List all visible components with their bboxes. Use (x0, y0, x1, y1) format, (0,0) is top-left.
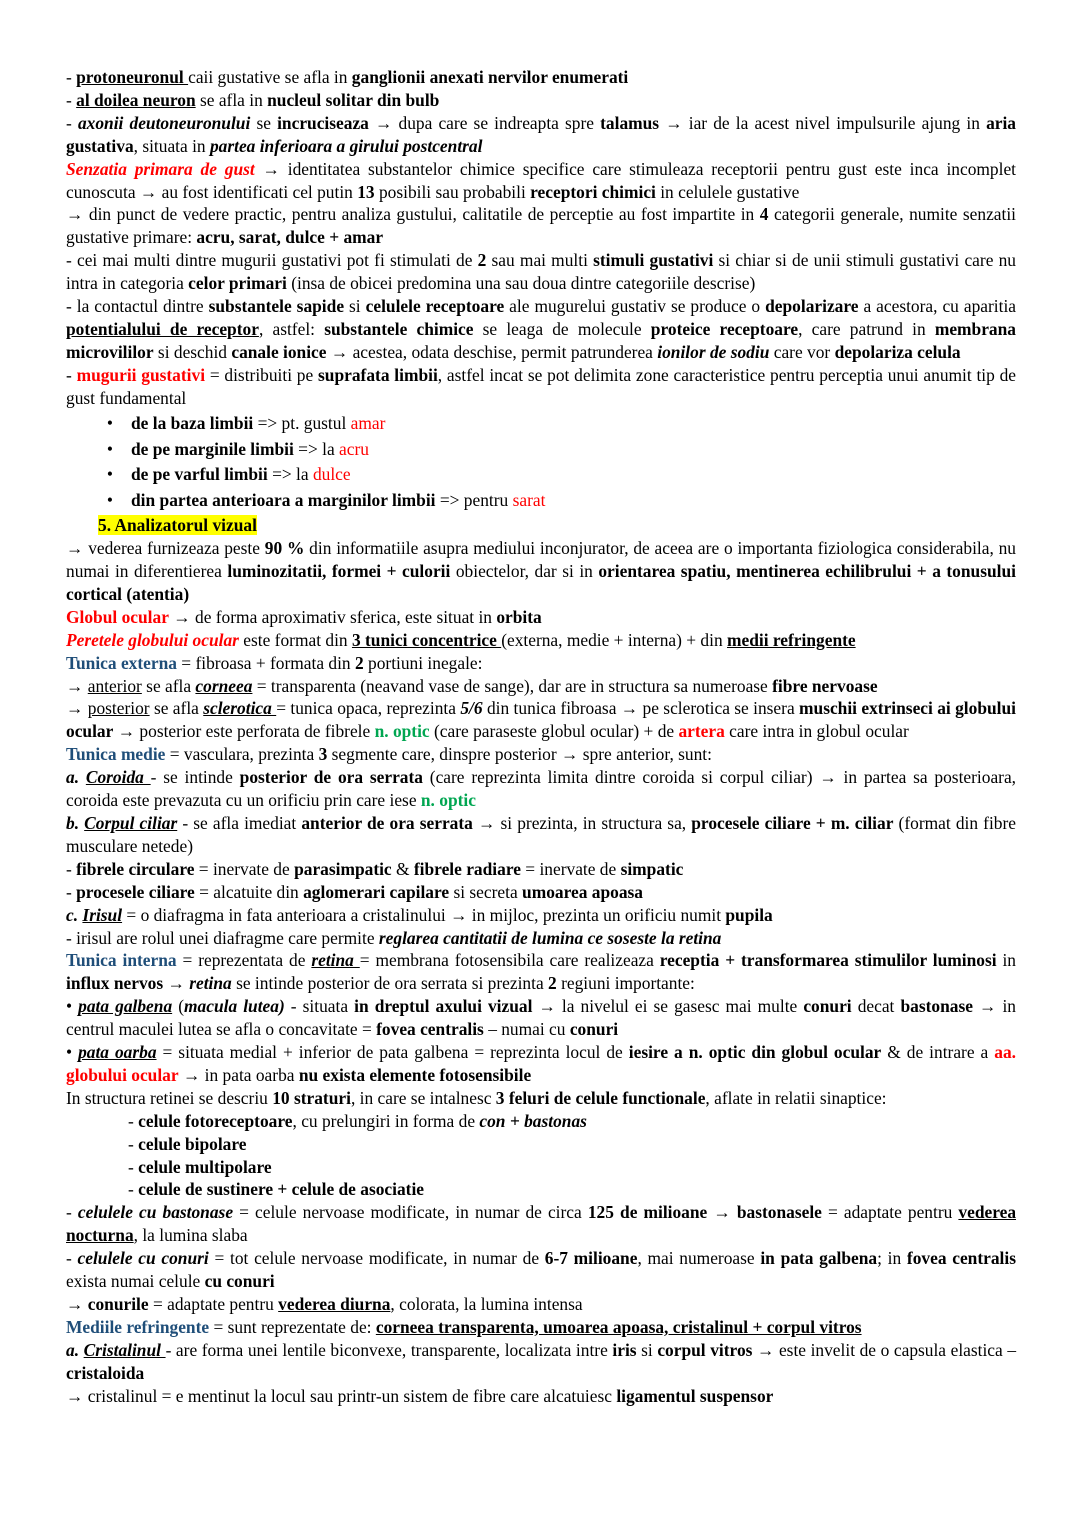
text-run: ale mugurelui gustativ se produce o (504, 296, 766, 317)
text-run: canale ionice (231, 341, 327, 362)
text-run: de pe marginile limbii (131, 438, 294, 459)
text-run: regiuni importante: (556, 973, 695, 994)
section-heading (66, 514, 1016, 537)
text-run: si secreta (449, 881, 523, 902)
text-run: = sunt reprezentate de: (209, 1316, 376, 1337)
text-run: → este invelit de o capsula elastica – (752, 1339, 1017, 1360)
text-run: – numai cu (483, 1019, 570, 1040)
text-run: = membrana fotosensibila care realizeaza (359, 950, 660, 971)
text-run: celulele receptoare (365, 296, 505, 317)
text-run: vederea nocturna (66, 1202, 1017, 1246)
text-run: in celulele gustative (655, 181, 800, 202)
text-run: pupila (725, 904, 773, 925)
text-run: = transparenta (neavand vase de sange), dar are in structura sa numeroase (252, 675, 773, 696)
text-run: = tunica opaca, reprezinta (276, 698, 461, 719)
text-line (66, 697, 1016, 743)
text-run: membrana microvililor (66, 318, 1016, 362)
text-line (66, 812, 1016, 858)
text-run: , la lumina slaba (133, 1225, 248, 1246)
text-run: → in pata oarba (178, 1064, 299, 1085)
text-line (66, 89, 1016, 112)
text-run: 13 (357, 181, 375, 202)
text-run: portiuni inegale: (363, 652, 483, 673)
text-run: → (66, 1294, 88, 1314)
text-run: a. (66, 767, 86, 788)
text-run: - are forma unei lentile biconvexe, transparente, localizata intre (165, 1339, 613, 1360)
bullet-text (131, 463, 351, 486)
text-run: orbita (496, 606, 542, 627)
text-run: se (250, 112, 278, 133)
text-run: protoneuronul (76, 67, 189, 87)
text-run: - cei mai multi dintre mugurii gustativi pot fi stimulati de (66, 250, 478, 271)
text-run: = celule nervoase modificate, in numar de circa (233, 1202, 588, 1223)
text-line (66, 295, 1016, 364)
text-run: anterior de ora serrata (301, 812, 473, 833)
bullet-dot: • (106, 464, 113, 485)
text-line (66, 1156, 1016, 1179)
text-run: talamus (600, 112, 660, 133)
text-run: dulce (312, 464, 351, 485)
text-run: posterior (87, 698, 150, 719)
text-run: nu exista elemente fotosensibile (298, 1064, 532, 1085)
text-run: muschii extrinseci ai globului ocular (66, 698, 1016, 742)
text-run: - (128, 1179, 139, 1200)
text-run: se afla (149, 698, 204, 719)
text-run: = adaptate pentru (821, 1202, 959, 1223)
text-run: anterior (87, 675, 142, 696)
text-run: = adaptate pentru (148, 1294, 279, 1314)
text-run: ( (172, 996, 184, 1017)
text-run: - (66, 858, 77, 879)
text-run: simpatic (620, 858, 684, 879)
text-run: suprafata limbii (318, 364, 438, 385)
text-run: obiectelor, dar si in (450, 561, 599, 581)
text-run: Tunica interna (66, 950, 177, 971)
text-run: → acestea, odata deschise, permit patrunderea (326, 341, 658, 362)
text-run: → (163, 973, 190, 994)
text-line (66, 1385, 1016, 1408)
text-run: pata galbena (78, 996, 173, 1017)
text-run: Tunica medie (66, 744, 166, 765)
text-run: si (636, 1339, 658, 1360)
text-run: caii gustative se afla in (188, 67, 352, 87)
text-run: segmente care, dinspre posterior → spre anterior, sunt: (327, 744, 712, 765)
text-run: conurile (87, 1294, 149, 1314)
text-run: - irisul are rolul unei diafragme care permite (66, 927, 379, 948)
text-run: 3 feluri de celule functionale (495, 1087, 706, 1108)
text-run: a acestora, cu aparitia (858, 296, 1017, 317)
text-run: ionilor de sodiu (657, 341, 770, 362)
text-run: corneea transparenta, umoarea apoasa, cristalinul + corpul vitros (375, 1316, 862, 1337)
text-run: (format din fibre musculare netede) (66, 812, 1016, 856)
text-run: b. (66, 812, 85, 833)
text-run: - se afla imediat (177, 812, 302, 833)
text-run: aa. globului ocular (66, 1042, 1016, 1085)
text-run: → dupa care se indreapta spre (368, 112, 601, 133)
bullet-item (66, 412, 1016, 435)
text-line (66, 112, 1016, 158)
text-run: partea inferioara a girului postcentral (209, 135, 483, 156)
text-run: acru (339, 438, 369, 459)
text-run: celulele cu conuri (77, 1248, 209, 1269)
text-run: posibili sau probabili (374, 181, 531, 202)
text-run: - (128, 1133, 139, 1154)
text-run: (care reprezinta limita dintre coroida si corpul ciliar) → in partea sa posterioara, coroida este prevazuta cu un orificiu prin care iese (66, 767, 1017, 811)
text-run: reglarea cantitatii de lumina ce soseste la retina (378, 927, 722, 948)
text-line (66, 1178, 1016, 1201)
text-run: => pentru (435, 489, 513, 510)
text-run: celule de sustinere + celule de asociatie (138, 1179, 424, 1200)
text-run: de pe varful limbii (131, 464, 268, 485)
text-run: care vor (769, 341, 835, 362)
text-run: , astfel: (258, 318, 325, 339)
text-run: = fibroasa + formata din (176, 652, 355, 673)
text-run: categorii generale, numite senzatii gustative primare: (66, 204, 1017, 248)
text-run: ligamentul suspensor (616, 1385, 774, 1406)
text-line (66, 675, 1016, 698)
text-run: - (128, 1156, 139, 1177)
text-run: proteice receptoare (650, 318, 799, 339)
text-run: → vederea furnizeaza peste (66, 538, 265, 559)
text-run: 2 (548, 973, 557, 994)
text-run: substantele chimice (324, 318, 474, 339)
text-run: procesele ciliare (76, 881, 195, 902)
text-run: → (66, 698, 88, 719)
text-run: • (66, 996, 79, 1017)
bullet-item (66, 489, 1016, 512)
text-run: celulele cu bastonase (77, 1202, 234, 1223)
text-run: acru, sarat, dulce + amar (196, 227, 384, 248)
text-line (66, 158, 1016, 204)
text-run: → (707, 1202, 737, 1223)
text-line (66, 995, 1016, 1041)
text-run: potentialului de receptor (66, 318, 259, 339)
text-run: celule bipolare (138, 1133, 247, 1154)
text-run: - (66, 1202, 78, 1223)
text-run: Peretele globului ocular (66, 629, 239, 650)
text-line (66, 927, 1016, 950)
text-run: fovea centralis (906, 1248, 1016, 1269)
text-run: corpul vitros (657, 1339, 753, 1360)
text-run: Senzatia primara de gust (66, 158, 255, 179)
text-run: - (66, 89, 77, 110)
text-run: 2 (477, 250, 487, 271)
text-run: → la nivelul ei se gasesc mai multe (532, 996, 804, 1017)
text-run: vederea diurna (278, 1294, 391, 1314)
text-run: , aflate in relatii sinaptice: (705, 1087, 887, 1108)
text-line (66, 249, 1016, 295)
text-run: influx nervos (66, 973, 164, 994)
bullet-dot: • (106, 438, 113, 459)
text-run: in pata galbena (760, 1248, 878, 1269)
text-run: - (66, 1248, 78, 1269)
text-run: sau mai multi (486, 250, 594, 271)
text-run: con + bastonas (479, 1110, 587, 1131)
text-run: • (66, 1042, 79, 1063)
text-line (66, 1293, 1016, 1316)
text-run: → si prezinta, in structura sa, (472, 812, 692, 833)
text-run: 5. Analizatorul vizual (98, 515, 257, 536)
text-run: In structura retinei se descriu (66, 1087, 273, 1108)
text-run: → in centrul maculei lutea se afla o concavitate = (66, 996, 1016, 1040)
text-run: - (128, 1110, 139, 1131)
text-run: aria gustativa (66, 112, 1017, 156)
text-run: mugurii gustativi (76, 364, 206, 385)
text-run: depolarizare (765, 296, 859, 317)
text-run: => la (293, 438, 340, 459)
text-run: exista numai celule (66, 1271, 205, 1292)
text-run: din partea anterioara a marginilor limbii (131, 489, 436, 510)
text-run: si (344, 296, 366, 317)
text-run: , astfel incat se pot delimita zone caracteristice pentru perceptia unui anumit tip de gust fundamental (66, 364, 1017, 408)
text-run: retina (311, 950, 360, 971)
text-run: umoarea apoasa (522, 881, 643, 902)
bullet-item (66, 438, 1016, 461)
text-line (66, 66, 1016, 89)
bullet-text (131, 438, 369, 461)
text-run: , cu prelungiri in forma de (292, 1110, 480, 1131)
text-run: 10 straturi (272, 1087, 351, 1108)
text-run: n. optic (420, 790, 476, 811)
text-run: corneea (195, 675, 253, 696)
text-run: 6-7 milioane (544, 1248, 638, 1269)
text-run: si chiar si de unii stimuli gustativi care nu intra in categoria (66, 250, 1016, 294)
text-run: in (996, 950, 1016, 971)
text-line (66, 1110, 1016, 1133)
text-run: - (66, 881, 77, 902)
text-line (66, 1201, 1016, 1247)
text-line (66, 606, 1016, 629)
text-run: → din punct de vedere practic, pentru analiza gustului, calitatile de perceptie au fost impartite in (66, 204, 760, 225)
text-line (66, 1133, 1016, 1156)
text-run: , in care se intalnesc (350, 1087, 496, 1108)
text-run: axonii deutoneuronului (77, 112, 251, 133)
text-run: in dreptul axului vizual (354, 996, 533, 1017)
text-run: (care paraseste globul ocular) + de (429, 721, 679, 742)
text-run: & de intrare a (881, 1042, 995, 1063)
text-run: procesele ciliare + m. ciliar (691, 812, 894, 833)
text-run: → de forma aproximativ sferica, este situat in (168, 606, 497, 627)
text-run: Cristalinul (83, 1339, 166, 1360)
text-run: luminozitatii, formei + culorii (227, 561, 451, 581)
text-run: decat (851, 996, 901, 1017)
text-run: amar (350, 413, 386, 434)
text-run: ; in (877, 1248, 907, 1269)
text-line (66, 904, 1016, 927)
text-line (66, 1316, 1016, 1339)
text-run: posterior de ora serrata (239, 767, 423, 788)
text-run: , mai numeroase (637, 1248, 761, 1269)
text-run: din tunica fibroasa → pe sclerotica se insera (482, 698, 800, 719)
text-run: = inervate de (194, 858, 295, 879)
text-run: din informatiile asupra mediului inconjurator, de aceea are o importanta fiziologica considerabila, nu numai in diferentierea (66, 538, 1016, 581)
text-run: aglomerari capilare (303, 881, 450, 902)
text-run: - situata (284, 996, 355, 1017)
text-line (66, 949, 1016, 995)
text-run: → identitatea substantelor chimice specifice care stimuleaza receptorii pentru gust este inca incomplet cunoscuta → au fost identificati cel putin (66, 158, 1016, 202)
text-run: , care patrund in (798, 318, 935, 339)
text-run: cristaloida (66, 1362, 145, 1383)
text-run: => la (267, 464, 313, 485)
text-run: retina (189, 973, 232, 994)
text-line (66, 858, 1016, 881)
text-run: sclerotica (203, 698, 277, 719)
text-line (66, 766, 1016, 812)
text-line (66, 364, 1016, 410)
text-run: se intinde posterior de ora serrata si prezinta (231, 973, 549, 994)
text-run: sarat (512, 489, 546, 510)
text-run: - la contactul dintre (66, 296, 209, 317)
text-run: receptori chimici (530, 181, 656, 202)
text-run: ganglionii anexati nervilor enumerati (351, 67, 629, 87)
text-run: fibre nervoase (772, 675, 878, 696)
text-run: pata oarba (78, 1042, 157, 1063)
text-run: substantele sapide (208, 296, 345, 317)
text-run: = o diafragma in fata anterioara a cristalinului → in mijloc, prezinta un orificiu numit (122, 904, 726, 925)
text-run: - se intinde (150, 767, 240, 788)
text-run: & (391, 858, 414, 879)
text-run: (insa de obicei predomina una sau doua dintre categoriile descrise) (286, 273, 756, 294)
text-run: 3 tunici concentrice (351, 629, 502, 650)
text-run: incruciseaza (277, 112, 369, 133)
text-run: = situata medial + inferior de pata galbena = reprezinta locul de (156, 1042, 629, 1063)
text-line (66, 652, 1016, 675)
text-run: celor primari (188, 273, 287, 294)
text-run: al doilea neuron (76, 89, 196, 110)
text-run: medii refringente (727, 629, 856, 650)
text-run: (externa, medie + interna) + din (501, 629, 727, 650)
text-line (66, 537, 1016, 606)
text-run: 90 % (264, 538, 305, 559)
text-line (66, 743, 1016, 766)
text-run: → cristalinul = e mentinut la locul sau printr-un sistem de fibre care alcatuiesc (66, 1385, 617, 1406)
text-run: → (66, 675, 88, 696)
text-run: este format din (238, 629, 352, 650)
text-run: artera (678, 721, 725, 742)
text-run: si deschid (153, 341, 232, 362)
text-run: a. (66, 1339, 84, 1360)
text-run: iesire a n. optic din globul ocular (628, 1042, 882, 1063)
text-run: macula lutea) (184, 996, 285, 1017)
text-run: Tunica externa (66, 652, 177, 673)
text-run: Globul ocular (66, 606, 169, 627)
text-run: = alcatuite din (194, 881, 304, 902)
text-run: - (66, 364, 77, 385)
text-run: conuri (803, 996, 852, 1017)
bullet-item (66, 463, 1016, 486)
text-line (66, 203, 1016, 249)
text-run: se leaga de molecule (473, 318, 651, 339)
text-run: de la baza limbii (131, 413, 254, 434)
text-line (66, 881, 1016, 904)
text-run: orientarea spatiu, mentinerea echilibrului + a tonusului cortical (atentia) (66, 561, 1016, 604)
text-run: = distribuiti pe (205, 364, 319, 385)
text-line (66, 1041, 1016, 1087)
text-run: Corpul ciliar (84, 812, 178, 833)
text-run: → posterior este perforata de fibrele (113, 721, 375, 742)
text-run: 5/6 (460, 698, 483, 719)
text-run: receptia + transformarea stimulilor luminosi (659, 950, 997, 971)
text-run: se afla in (195, 89, 268, 110)
text-run: se afla (141, 675, 196, 696)
text-line (66, 629, 1016, 652)
text-run: fovea centralis (376, 1019, 484, 1040)
text-run: Coroida (85, 767, 151, 788)
text-run: n. optic (374, 721, 430, 742)
text-run: => pt. gustul (253, 413, 351, 434)
text-run: 3 (318, 744, 328, 765)
text-run: fibrele circulare (76, 858, 195, 879)
text-run: celule multipolare (138, 1156, 272, 1177)
text-line (66, 1087, 1016, 1110)
text-run: cu conuri (204, 1271, 275, 1292)
bullet-dot: • (106, 413, 113, 434)
text-line (66, 1339, 1016, 1385)
text-run: Irisul (82, 904, 123, 925)
text-run: conuri (569, 1019, 619, 1040)
bullet-dot: • (106, 489, 113, 510)
text-run: depolariza celula (834, 341, 961, 362)
text-run: care intra in globul ocular (724, 721, 909, 742)
text-run: , colorata, la lumina intensa (390, 1294, 583, 1314)
text-run: = inervate de (520, 858, 621, 879)
text-run: 2 (354, 652, 364, 673)
text-run: c. (66, 904, 83, 925)
text-run: celule fotoreceptoare (138, 1110, 293, 1131)
text-run: , situata in (133, 135, 210, 156)
text-run: - (66, 67, 77, 87)
text-run: = reprezentata de (176, 950, 312, 971)
text-run: → iar de la acest nivel impulsurile ajung in (659, 112, 987, 133)
text-run: Mediile refringente (66, 1316, 210, 1337)
text-run: 125 de milioane (587, 1202, 708, 1223)
text-run: fibrele radiare (413, 858, 521, 879)
bullet-text (131, 412, 385, 435)
text-run: iris (612, 1339, 637, 1360)
text-run: = vasculara, prezinta (165, 744, 319, 765)
text-run: stimuli gustativi (593, 250, 714, 271)
text-line (66, 1247, 1016, 1293)
text-run: bastonase (900, 996, 973, 1017)
text-run: = tot celule nervoase modificate, in numar de (208, 1248, 545, 1269)
text-run: bastonasele (736, 1202, 822, 1223)
text-run: nucleul solitar din bulb (267, 89, 440, 110)
text-run: 4 (759, 204, 769, 225)
bullet-text (131, 489, 545, 512)
text-run: parasimpatic (294, 858, 392, 879)
text-run: - (66, 112, 78, 133)
